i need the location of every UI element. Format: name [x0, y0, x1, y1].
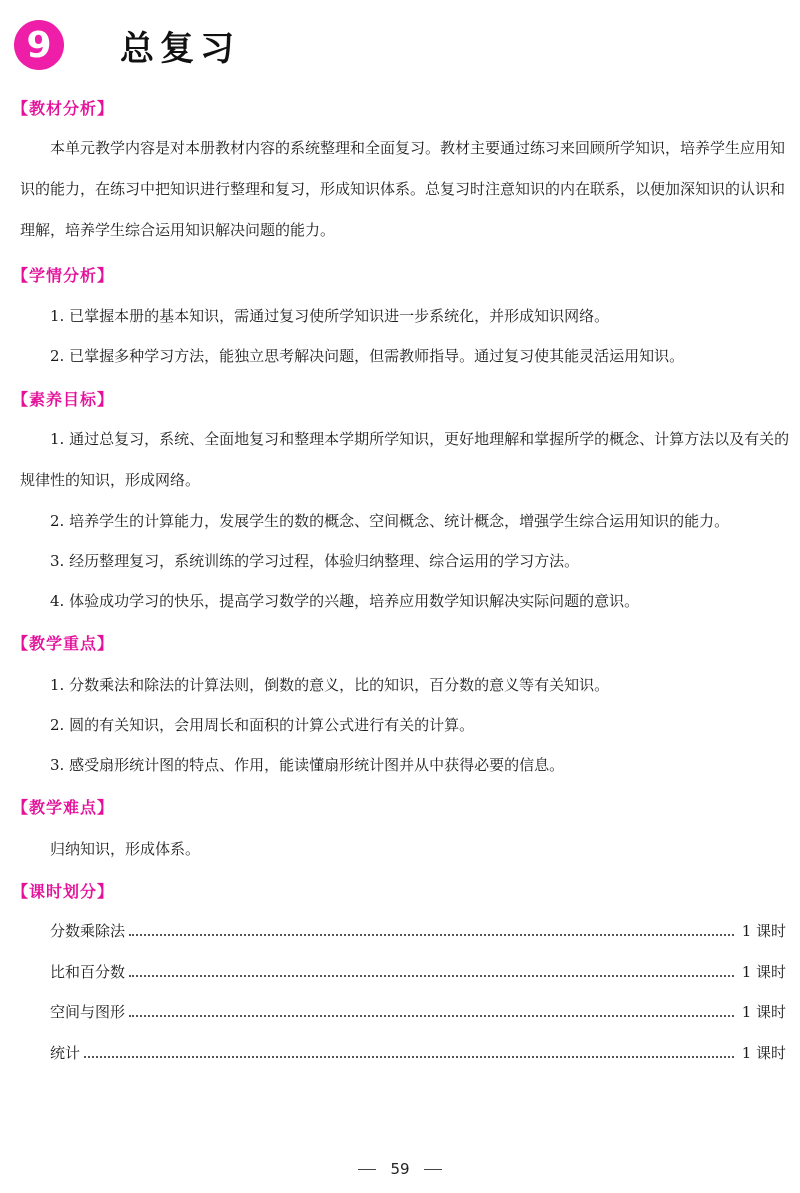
goals-item-2: 2. 培养学生的计算能力，发展学生的数的概念、空间概念、统计概念，增强学生综合运用知识的能力。 [50, 512, 730, 530]
footer-dash-left [358, 1169, 376, 1170]
schedule-hours: 1 课时 [741, 922, 786, 940]
section-heading-key-points: 【教学重点】 [12, 634, 115, 653]
schedule-hours: 1 课时 [741, 963, 786, 981]
schedule-topic: 比和百分数 [50, 963, 126, 981]
key-point-3: 3. 感受扇形统计图的特点、作用，能读懂扇形统计图并从中获得必要的信息。 [50, 756, 565, 774]
students-item-1: 1. 已掌握本册的基本知识，需通过复习使所学知识进一步系统化，并形成知识网络。 [50, 307, 610, 325]
schedule-topic: 统计 [50, 1044, 81, 1062]
dot-leader [84, 1055, 734, 1058]
page-footer [0, 1160, 800, 1178]
chapter-number-badge: 9 [14, 20, 64, 70]
students-item-2: 2. 已掌握多种学习方法，能独立思考解决问题，但需教师指导。通过复习使其能灵活运用知识。 [50, 347, 685, 365]
difficulty-text: 归纳知识，形成体系。 [50, 840, 201, 858]
schedule-row [50, 920, 786, 941]
schedule-topic: 分数乘除法 [50, 922, 126, 940]
schedule-row [50, 961, 786, 982]
chapter-header [14, 18, 240, 72]
dot-leader [129, 974, 734, 977]
section-heading-material: 【教材分析】 [12, 99, 115, 118]
material-analysis-text: 本单元教学内容是对本册教材内容的系统整理和全面复习。教材主要通过练习来回顾所学知识，培养学生应用知识的能力，在练习中把知识进行整理和复习，形成知识体系。总复习时注意知识的内在联系，以便加深知识的认识和理解，培养学生综合运用知识解决问题的能力。 [20, 139, 786, 239]
key-point-1: 1. 分数乘法和除法的计算法则，倒数的意义，比的知识，百分数的意义等有关知识。 [50, 676, 610, 694]
goals-item-1: 1. 通过总复习，系统、全面地复习和整理本学期所学知识，更好地理解和掌握所学的概念、计算方法以及有关的规律性的知识，形成网络。 [20, 430, 790, 489]
section-heading-schedule: 【课时划分】 [12, 882, 115, 901]
section-heading-difficulties: 【教学难点】 [12, 798, 115, 817]
section-heading-goals: 【素养目标】 [12, 390, 115, 409]
footer-dash-right [424, 1169, 442, 1170]
page-number: 59 [390, 1160, 410, 1178]
schedule-row [50, 1042, 786, 1063]
key-point-2: 2. 圆的有关知识，会用周长和面积的计算公式进行有关的计算。 [50, 716, 475, 734]
schedule-hours: 1 课时 [741, 1003, 786, 1021]
dot-leader [129, 933, 734, 936]
section-heading-students: 【学情分析】 [12, 266, 115, 285]
goals-item-4: 4. 体验成功学习的快乐，提高学习数学的兴趣，培养应用数学知识解决实际问题的意识。 [50, 592, 640, 610]
goals-item-3: 3. 经历整理复习，系统训练的学习过程，体验归纳整理、综合运用的学习方法。 [50, 552, 580, 570]
schedule-row [50, 1001, 786, 1022]
chapter-title: 总复习 [120, 28, 240, 69]
schedule-hours: 1 课时 [741, 1044, 786, 1062]
schedule-topic: 空间与图形 [50, 1003, 126, 1021]
dot-leader [129, 1014, 734, 1017]
